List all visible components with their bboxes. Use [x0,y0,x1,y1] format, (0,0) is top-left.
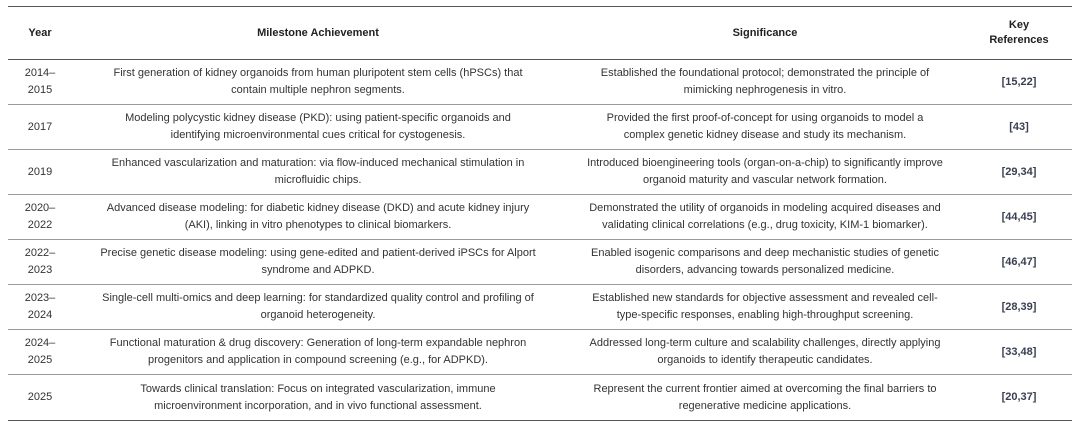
cell-significance: Demonstrated the utility of organoids in modeling acquired diseases and validating clinical correlations (e.g., drug toxicity, KIM-1 biomarker). [589,202,941,231]
table-row [8,150,1072,195]
cell-significance: Introduced bioengineering tools (organ-on-a-chip) to significantly improve organoid maturity and vascular network formation. [587,157,943,186]
cell-references: [46,47] [1001,255,1037,268]
table-header-row [8,7,1072,60]
table-row [8,195,1072,240]
cell-milestone: Single-cell multi-omics and deep learning: for standardized quality control and profiling of organoid heterogeneity. [102,292,534,321]
cell-year: 2023– 2024 [24,292,56,321]
cell-milestone: Towards clinical translation: Focus on integrated vascularization, immune microenvironment incorporation, and in vivo functional assessment. [140,382,496,412]
cell-significance: Represent the current frontier aimed at overcoming the final barriers to regenerative medicine applications. [593,382,937,412]
cell-significance: Addressed long-term culture and scalability challenges, directly applying organoids to identify therapeutic candidates. [589,337,941,366]
table-row [8,330,1072,375]
cell-milestone: Precise genetic disease modeling: using gene-edited and patient-derived iPSCs for Alport syndrome and ADPKD. [100,247,536,276]
cell-year: 2020– 2022 [24,202,56,231]
cell-significance: Established new standards for objective assessment and revealed cell-type-specific responses, enabling high-throughput screening. [592,292,938,321]
table-row [8,240,1072,285]
cell-references: [29,34] [1001,165,1037,178]
milestones-table [8,6,1072,421]
table-row [8,105,1072,150]
cell-year: 2014– 2015 [24,67,56,96]
header-significance: Significance [732,26,798,39]
cell-references: [43] [1009,120,1029,133]
cell-references: [28,39] [1001,300,1037,313]
cell-references: [33,48] [1001,345,1037,358]
table-row [8,375,1072,421]
cell-milestone: First generation of kidney organoids from human pluripotent stem cells (hPSCs) that contain multiple nephron segments. [113,67,523,96]
cell-significance: Enabled isogenic comparisons and deep mechanistic studies of genetic disorders, advancing towards personalized medicine. [591,247,939,276]
cell-year: 2022– 2023 [24,247,56,276]
cell-references: [20,37] [1001,391,1037,403]
header-references: Key References [989,19,1049,46]
table-row [8,60,1072,105]
cell-significance: Provided the first proof-of-concept for using organoids to model a complex genetic kidney disease and study its mechanism. [606,112,924,141]
cell-milestone: Modeling polycystic kidney disease (PKD): using patient-specific organoids and identifying microenvironmental cues critical for cystogenesis. [125,112,511,141]
cell-year: 2025 [27,391,53,403]
table-row [8,285,1072,330]
cell-significance: Established the foundational protocol; demonstrated the principle of mimicking nephrogenesis in vitro. [600,67,930,96]
header-year: Year [28,26,52,39]
cell-year: 2024– 2025 [24,337,56,366]
milestones-table-container [8,6,1072,421]
cell-references: [44,45] [1001,210,1037,223]
cell-references: [15,22] [1001,75,1037,88]
header-milestone: Milestone Achievement [257,26,379,39]
cell-milestone: Enhanced vascularization and maturation: via flow-induced mechanical stimulation in microfluidic chips. [111,157,525,186]
cell-year: 2019 [27,165,53,178]
cell-milestone: Functional maturation & drug discovery: Generation of long-term expandable nephron progenitors and application in compound screening (e.g., for ADPKD). [109,337,527,366]
cell-year: 2017 [27,120,53,133]
cell-milestone: Advanced disease modeling: for diabetic kidney disease (DKD) and acute kidney injury (AKI), linking in vitro phenotypes to clinical biomarkers. [106,202,530,231]
